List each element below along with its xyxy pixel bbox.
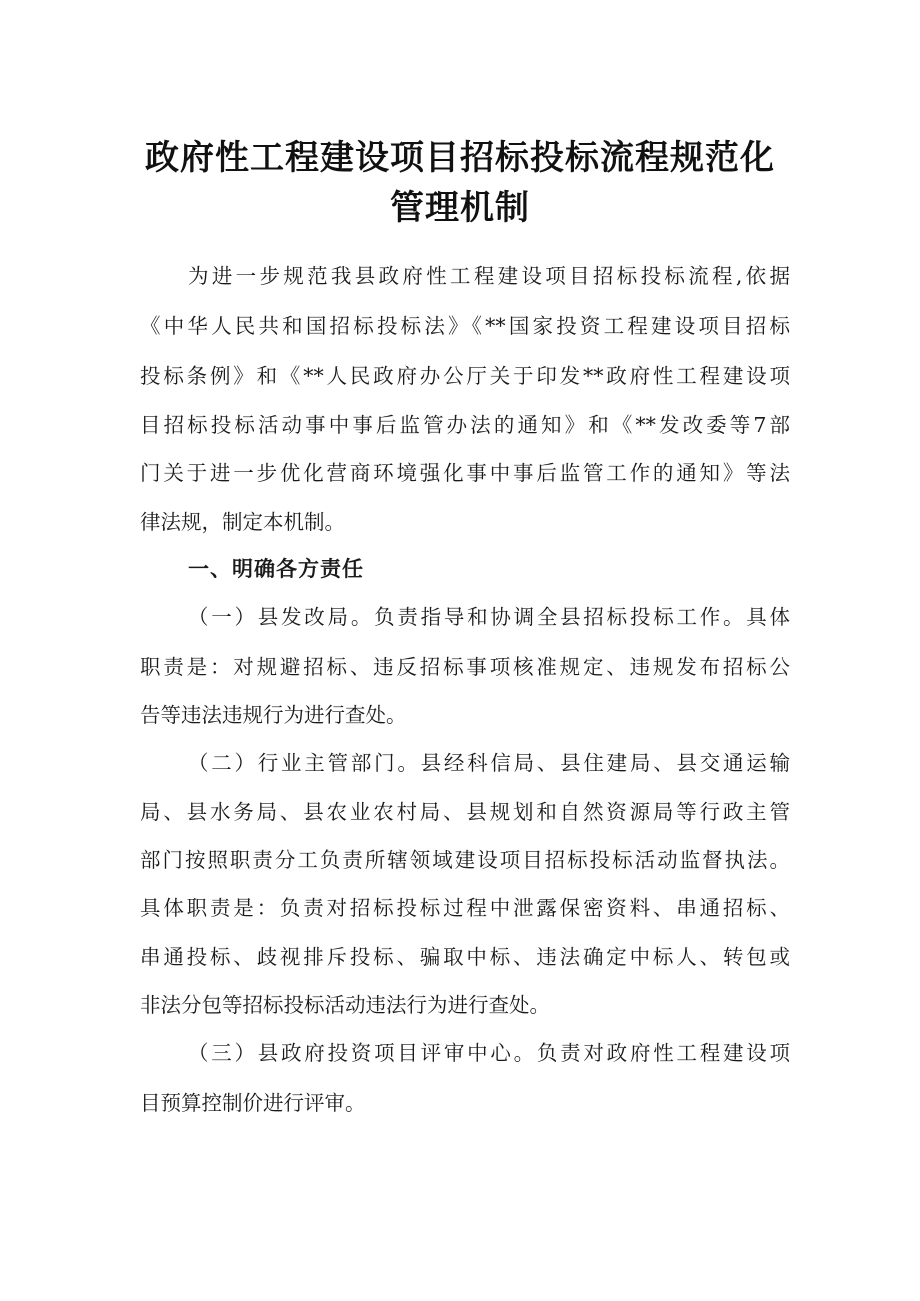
intro-line: 目招标投标活动事中事后监管办法的通知》和《**发改委等7部 bbox=[140, 413, 790, 437]
document-title-line-1: 政府性工程建设项目招标投标流程规范化 bbox=[145, 138, 775, 178]
intro-line: 为进一步规范我县政府性工程建设项目招标投标流程,依据 bbox=[188, 264, 790, 288]
intro-line: 门关于进一步优化营商环境强化事中事后监管工作的通知》等法 bbox=[140, 461, 790, 485]
item1-line: 职责是：对规避招标、违反招标事项核准规定、违规发布招标公 bbox=[140, 655, 790, 679]
intro-line: 投标条例》和《**人民政府办公厅关于印发**政府性工程建设项 bbox=[140, 364, 790, 388]
item1-line: 告等违法违规行为进行查处。 bbox=[140, 703, 407, 727]
item1-line: （一）县发改局。负责指导和协调全县招标投标工作。具体 bbox=[188, 605, 790, 629]
item3-line: 目预算控制价进行评审。 bbox=[140, 1091, 366, 1115]
item2-line: （二）行业主管部门。县经科信局、县住建局、县交通运输 bbox=[188, 751, 790, 775]
item2-line: 串通投标、歧视排斥投标、骗取中标、违法确定中标人、转包或 bbox=[140, 945, 790, 969]
item2-line: 非法分包等招标投标活动违法行为进行查处。 bbox=[140, 993, 550, 1017]
document-title-line-2: 管理机制 bbox=[390, 188, 530, 228]
item3-line: （三）县政府投资项目评审中心。负责对政府性工程建设项 bbox=[188, 1041, 790, 1065]
item2-line: 具体职责是：负责对招标投标过程中泄露保密资料、串通招标、 bbox=[140, 896, 790, 920]
intro-line: 《中华人民共和国招标投标法》《**国家投资工程建设项目招标 bbox=[140, 314, 790, 338]
item2-line: 部门按照职责分工负责所辖领域建设项目招标投标活动监督执法。 bbox=[140, 848, 790, 872]
item2-line: 局、县水务局、县农业农村局、县规划和自然资源局等行政主管 bbox=[140, 800, 790, 824]
section-heading: 一、明确各方责任 bbox=[188, 557, 364, 581]
intro-line: 律法规，制定本机制。 bbox=[140, 510, 345, 534]
